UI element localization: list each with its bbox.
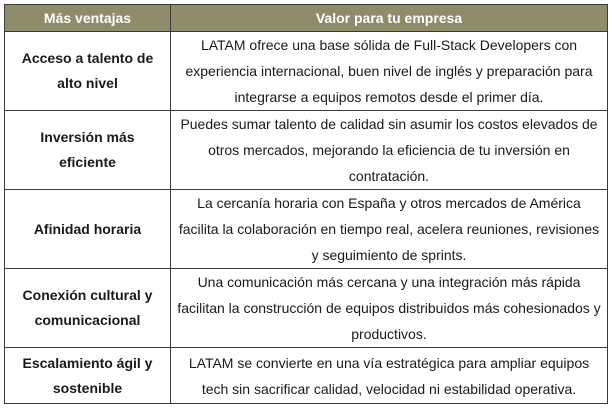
value-cell: La cercanía horaria con España y otros mercados de América facilita la colaboración en tiempo real, acelera reuniones, revisiones y seguimiento de sprints.	[171, 190, 608, 269]
value-cell: Una comunicación más cercana y una integración más rápida facilitan la construcción de equipos distribuidos más cohesionados y productivos.	[171, 269, 608, 348]
table-row	[5, 269, 608, 348]
table-row	[5, 32, 608, 111]
feature-cell: Conexión cultural y comunicacional	[5, 269, 171, 348]
feature-cell: Inversión más eficiente	[5, 111, 171, 190]
feature-cell: Acceso a talento de alto nivel	[5, 32, 171, 111]
value-cell: LATAM se convierte en una vía estratégica para ampliar equipos tech sin sacrificar calidad, velocidad ni estabilidad operativa.	[171, 348, 608, 404]
feature-cell: Afinidad horaria	[5, 190, 171, 269]
table-row	[5, 190, 608, 269]
value-cell: Puedes sumar talento de calidad sin asumir los costos elevados de otros mercados, mejorando la eficiencia de tu inversión en contratación.	[171, 111, 608, 190]
table-row	[5, 348, 608, 404]
header-value: Valor para tu empresa	[171, 5, 608, 32]
table-row	[5, 111, 608, 190]
header-advantages: Más ventajas	[5, 5, 171, 32]
table-header	[5, 5, 608, 32]
feature-cell: Escalamiento ágil y sostenible	[5, 348, 171, 404]
advantages-table	[4, 4, 608, 404]
header-row	[5, 5, 608, 32]
table-body	[5, 32, 608, 404]
value-cell: LATAM ofrece una base sólida de Full-Stack Developers con experiencia internacional, buen nivel de inglés y preparación para integrarse a equipos remotos desde el primer día.	[171, 32, 608, 111]
